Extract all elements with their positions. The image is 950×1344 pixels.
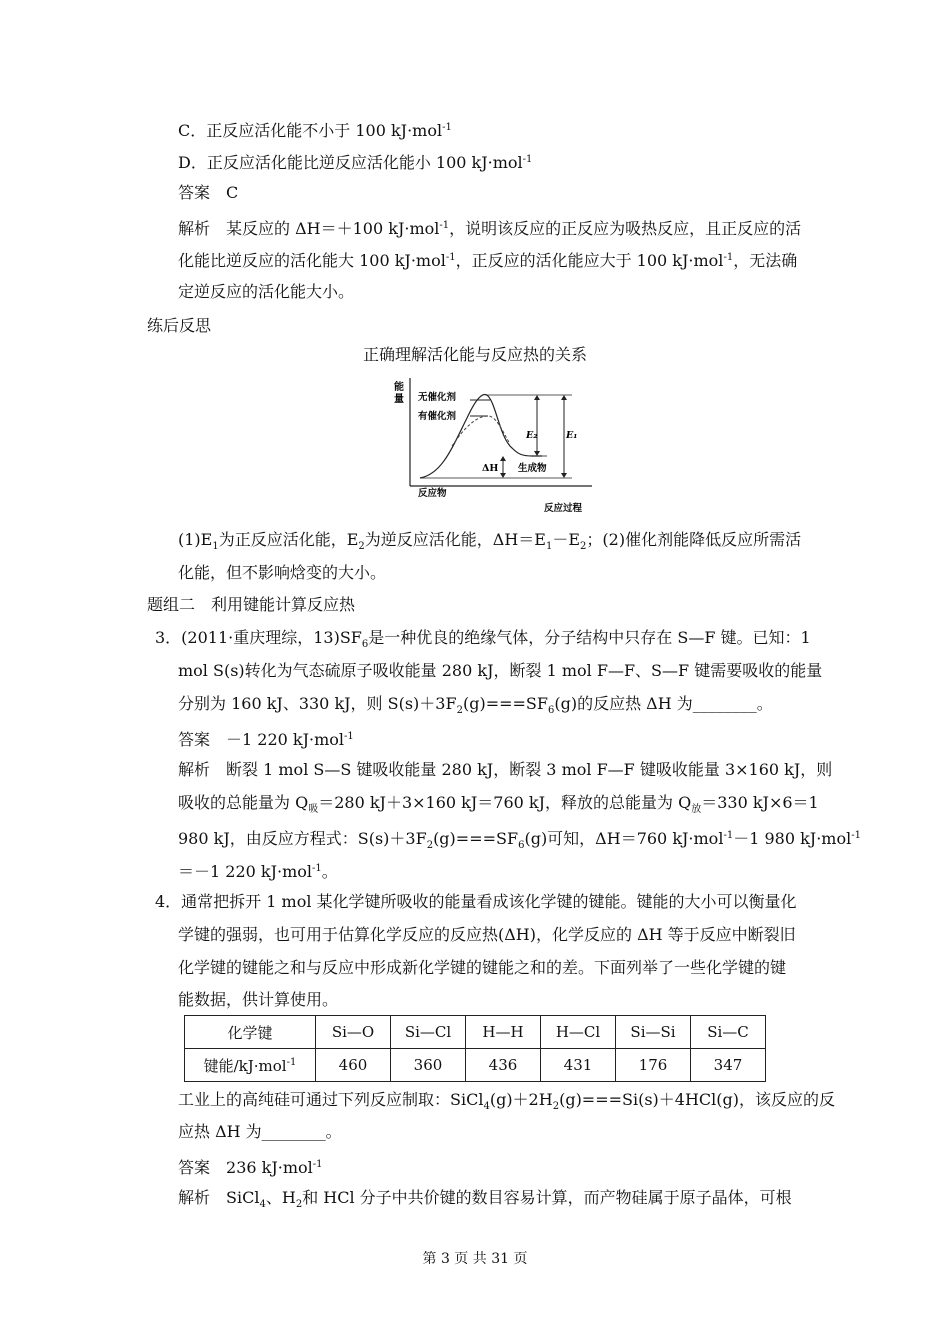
- table-header-cell: Si—O: [316, 1016, 391, 1049]
- option-d: D．正反应活化能比逆反应活化能小 100 kJ·mol$^{-1}$: [178, 153, 533, 172]
- table-header-cell: 化学键: [185, 1016, 316, 1049]
- option-c: C．正反应活化能不小于 100 kJ·mol$^{-1}$: [178, 121, 452, 140]
- svg-text:有催化剂: 有催化剂: [418, 411, 457, 422]
- table-header-cell: Si—Si: [616, 1016, 691, 1049]
- group-heading: 题组二 利用键能计算反应热: [147, 595, 356, 614]
- table-row: [185, 1049, 766, 1082]
- svg-text:无催化剂: 无催化剂: [418, 392, 457, 403]
- answer-3: 答案 －1 220 kJ·mol$^{-1}$: [178, 730, 354, 749]
- svg-text:量: 量: [394, 394, 404, 405]
- reflect-heading: 练后反思: [147, 316, 212, 335]
- table-header-cell: H—H: [466, 1016, 541, 1049]
- table-cell: 176: [616, 1049, 691, 1082]
- svg-text:ΔH: ΔH: [482, 463, 499, 474]
- answer-1: 答案 C: [178, 183, 239, 202]
- reflect-title: 正确理解活化能与反应热的关系: [362, 345, 587, 364]
- table-cell: 460: [316, 1049, 391, 1082]
- table-header-cell: Si—Cl: [391, 1016, 466, 1049]
- svg-text:能: 能: [394, 382, 404, 393]
- page-footer: 第 3 页 共 31 页: [422, 1251, 528, 1267]
- svg-text:反应过程: 反应过程: [544, 503, 583, 514]
- table-cell: 431: [541, 1049, 616, 1082]
- table-header-cell: Si—C: [691, 1016, 766, 1049]
- table-cell: 347: [691, 1049, 766, 1082]
- table-header-cell: H—Cl: [541, 1016, 616, 1049]
- table-cell: 436: [466, 1049, 541, 1082]
- svg-text:E₁: E₁: [566, 430, 578, 441]
- bond-energy-table: [184, 1015, 766, 1082]
- answer-4: 答案 236 kJ·mol$^{-1}$: [178, 1158, 323, 1177]
- energy-diagram: [392, 378, 592, 516]
- svg-text:E₂: E₂: [526, 430, 538, 441]
- table-cell: 360: [391, 1049, 466, 1082]
- svg-text:反应物: 反应物: [418, 488, 447, 499]
- svg-text:生成物: 生成物: [518, 463, 547, 474]
- table-header-row: [185, 1016, 766, 1049]
- table-row-label: 键能/kJ·mol$^{-1}$: [185, 1049, 316, 1082]
- analysis-4: 解析 SiCl$_4$、$H_2$和 HCl 分子中共价键的数目容易计算，而产物硅属于原子晶体，可根: [178, 1188, 792, 1210]
